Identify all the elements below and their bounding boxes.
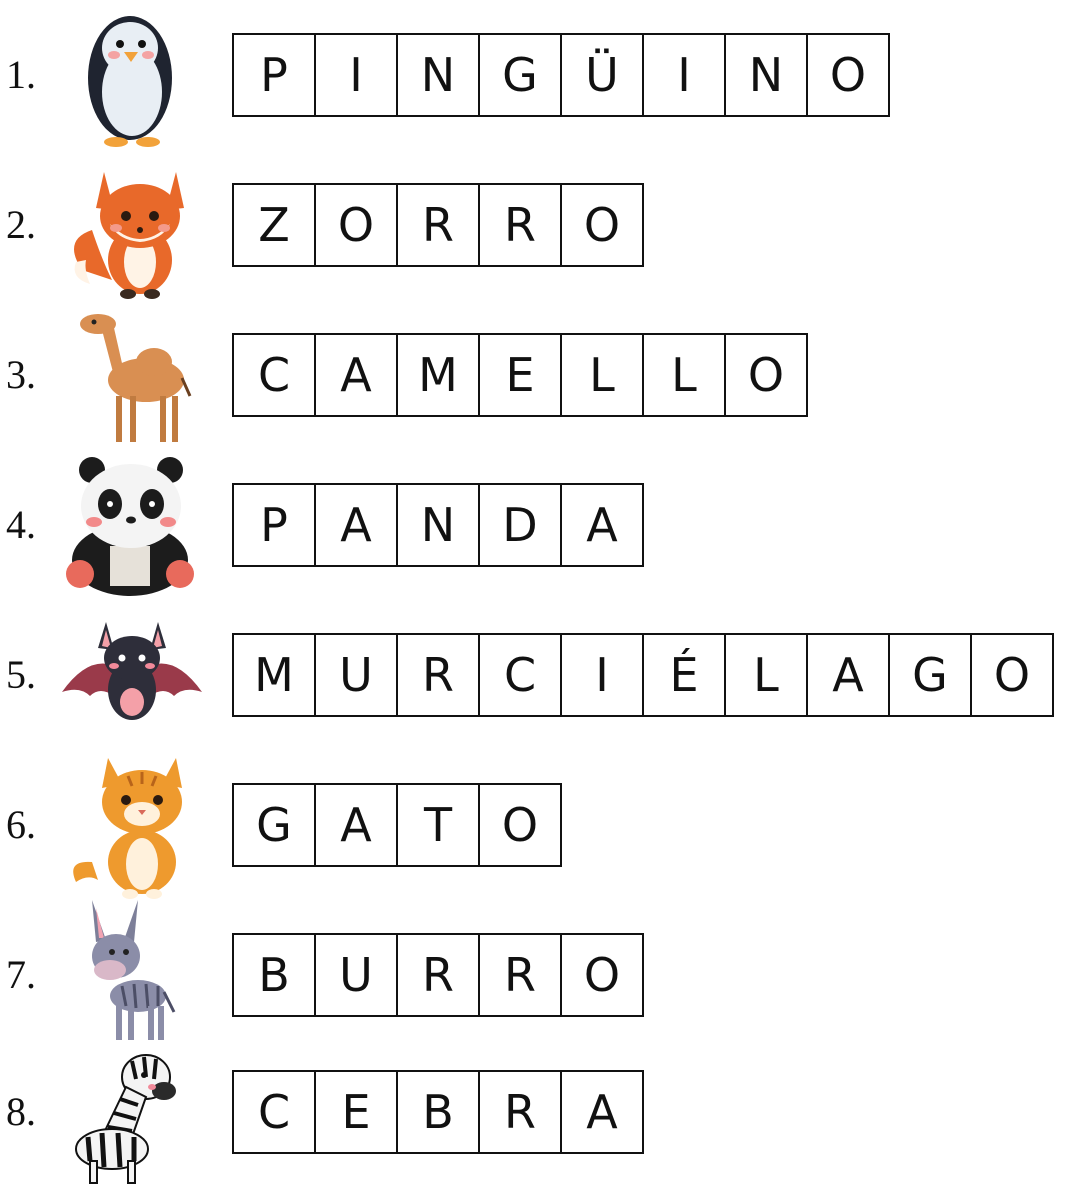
- letter-box: O: [560, 933, 644, 1017]
- letter-box: A: [314, 333, 398, 417]
- cat-icon: [62, 750, 202, 900]
- letter-box: I: [642, 33, 726, 117]
- row-number: 6.: [6, 802, 36, 847]
- letter-box: A: [314, 483, 398, 567]
- letter-box: U: [314, 933, 398, 1017]
- letter-box: O: [314, 183, 398, 267]
- camel-icon: [62, 300, 202, 450]
- letter-box: E: [314, 1070, 398, 1154]
- letter-boxes: [232, 483, 644, 567]
- letter-box: C: [232, 1070, 316, 1154]
- letter-box: M: [396, 333, 480, 417]
- letter-box: C: [478, 633, 562, 717]
- donkey-icon: [62, 900, 202, 1050]
- letter-box: N: [396, 33, 480, 117]
- letter-box: I: [314, 33, 398, 117]
- letter-box: A: [560, 1070, 644, 1154]
- word-row-7: [0, 900, 1066, 1050]
- letter-box: B: [396, 1070, 480, 1154]
- letter-box: R: [396, 633, 480, 717]
- penguin-icon: [62, 0, 202, 150]
- panda-icon: [62, 450, 202, 600]
- letter-box: R: [396, 183, 480, 267]
- letter-box: O: [724, 333, 808, 417]
- letter-boxes: [232, 33, 890, 117]
- letter-box: I: [560, 633, 644, 717]
- row-number: 8.: [6, 1089, 36, 1134]
- letter-box: G: [232, 783, 316, 867]
- letter-box: P: [232, 33, 316, 117]
- letter-box: R: [478, 933, 562, 1017]
- letter-box: U: [314, 633, 398, 717]
- row-number: 4.: [6, 502, 36, 547]
- letter-box: O: [478, 783, 562, 867]
- word-row-8: [0, 1037, 1066, 1187]
- row-number: 1.: [6, 52, 36, 97]
- letter-box: R: [396, 933, 480, 1017]
- letter-box: A: [806, 633, 890, 717]
- letter-box: M: [232, 633, 316, 717]
- letter-box: C: [232, 333, 316, 417]
- letter-box: O: [560, 183, 644, 267]
- row-number: 3.: [6, 352, 36, 397]
- letter-box: B: [232, 933, 316, 1017]
- letter-boxes: [232, 1070, 644, 1154]
- letter-box: O: [970, 633, 1054, 717]
- letter-box: É: [642, 633, 726, 717]
- letter-box: N: [724, 33, 808, 117]
- letter-boxes: [232, 783, 562, 867]
- letter-boxes: [232, 333, 808, 417]
- word-row-2: [0, 150, 1066, 300]
- letter-box: O: [806, 33, 890, 117]
- letter-box: T: [396, 783, 480, 867]
- row-number: 5.: [6, 652, 36, 697]
- word-row-4: [0, 450, 1066, 600]
- word-row-1: [0, 0, 1066, 150]
- letter-box: R: [478, 1070, 562, 1154]
- letter-box: R: [478, 183, 562, 267]
- bat-icon: [62, 600, 202, 750]
- letter-box: L: [560, 333, 644, 417]
- letter-box: L: [642, 333, 726, 417]
- letter-boxes: [232, 183, 644, 267]
- letter-box: D: [478, 483, 562, 567]
- letter-box: A: [560, 483, 644, 567]
- zebra-icon: [62, 1037, 202, 1187]
- letter-box: G: [478, 33, 562, 117]
- letter-box: E: [478, 333, 562, 417]
- letter-box: N: [396, 483, 480, 567]
- row-number: 7.: [6, 952, 36, 997]
- letter-boxes: [232, 633, 1054, 717]
- fox-icon: [62, 150, 202, 300]
- word-row-3: [0, 300, 1066, 450]
- letter-box: Z: [232, 183, 316, 267]
- word-row-5: [0, 600, 1066, 750]
- word-row-6: [0, 750, 1066, 900]
- letter-box: G: [888, 633, 972, 717]
- letter-box: P: [232, 483, 316, 567]
- letter-box: A: [314, 783, 398, 867]
- letter-boxes: [232, 933, 644, 1017]
- letter-box: Ü: [560, 33, 644, 117]
- letter-box: L: [724, 633, 808, 717]
- row-number: 2.: [6, 202, 36, 247]
